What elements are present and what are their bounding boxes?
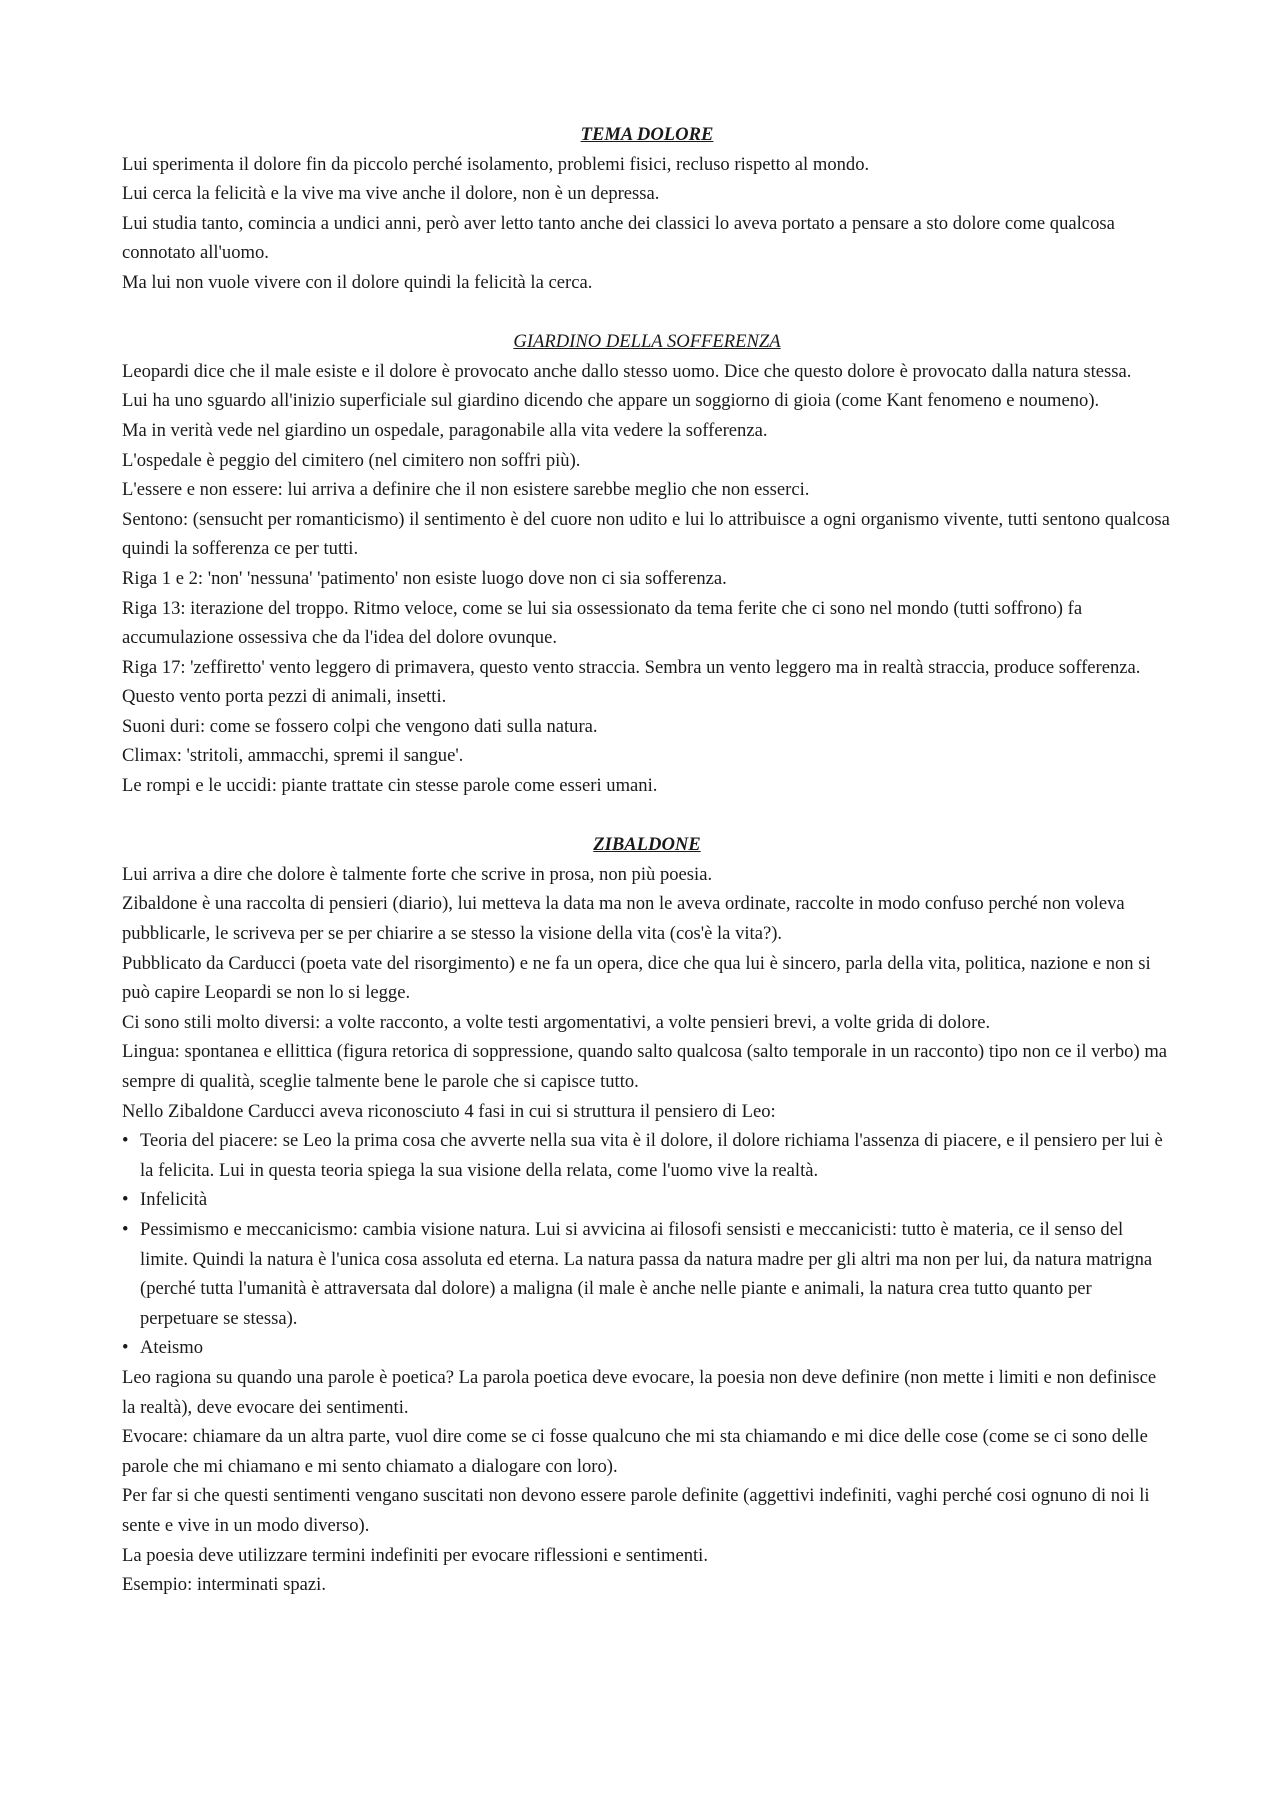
paragraph: La poesia deve utilizzare termini indefiniti per evocare riflessioni e sentimenti. bbox=[122, 1544, 708, 1566]
paragraph: Esempio: interminati spazi. bbox=[122, 1574, 326, 1596]
paragraph: Ci sono stili molto diversi: a volte racconto, a volte testi argomentativi, a volte pensieri brevi, a volte grida di dolore. bbox=[122, 1011, 991, 1033]
section-zibaldone bbox=[122, 830, 1172, 1599]
paragraph: Pubblicato da Carducci (poeta vate del risorgimento) e ne fa un opera, dice che qua lui è sincero, parla della vita, politica, nazione e non si può capire Leopardi se non lo si legge. bbox=[122, 952, 1151, 1004]
paragraph: Leopardi dice che il male esiste e il dolore è provocato anche dallo stesso uomo. Dice che questo dolore è provocato dalla natura stessa. bbox=[122, 360, 1132, 382]
paragraph: Lui sperimenta il dolore fin da piccolo perché isolamento, problemi fisici, recluso rispetto al mondo. bbox=[122, 153, 870, 175]
paragraph: Lingua: spontanea e ellittica (figura retorica di soppressione, quando salto qualcosa (salto temporale in un racconto) tipo non ce il verbo) ma sempre di qualità, sceglie talmente bene le parole che si capisce tutto. bbox=[122, 1041, 1168, 1092]
section-tema-dolore bbox=[122, 120, 1172, 298]
paragraph: Lui cerca la felicità e la vive ma vive anche il dolore, non è un depressa. bbox=[122, 183, 660, 205]
paragraph: Riga 13: iterazione del troppo. Ritmo veloce, come se lui sia ossessionato da tema ferite che ci sono nel mondo (tutti soffrono) fa accumulazione ossessiva che da l'idea del dolore ovunque. bbox=[122, 597, 1083, 649]
paragraph: Climax: 'stritoli, ammacchi, spremi il sangue'. bbox=[122, 745, 464, 767]
paragraph: Zibaldone è una raccolta di pensieri (diario), lui metteva la data ma non le aveva ordinate, raccolte in modo confuso perché non voleva pubblicarle, le scriveva per se per chiarire a se stesso la visione della vita (cos'è la vita?). bbox=[122, 893, 1125, 945]
paragraph: Suoni duri: come se fossero colpi che vengono dati sulla natura. bbox=[122, 715, 598, 737]
section-title: TEMA DOLORE bbox=[580, 124, 714, 145]
paragraph: Evocare: chiamare da un altra parte, vuol dire come se ci fosse qualcuno che mi sta chiamando e mi dice delle cose (come se ci sono delle parole che mi chiamano e mi sento chiamato a dialogare con loro). bbox=[122, 1426, 1148, 1477]
paragraph: L'ospedale è peggio del cimitero (nel cimitero non soffri più). bbox=[122, 449, 581, 471]
section-giardino-della-sofferenza bbox=[122, 327, 1172, 801]
list-item: • Pessimismo e meccanicismo: cambia visione natura. Lui si avvicina ai filosofi sensisti e meccanicisti: tutto è materia, ce il senso del limite. Quindi la natura è l'unica cosa assoluta ed eterna. La natura passa da natura madre per gli altri ma non per lui, da natura matrigna (perché tutta l'umanità è attraversata dal dolore) a maligna (il male è anche nelle piante e animali, la natura crea tutto quanto per perpetuare se stessa). bbox=[122, 1215, 1172, 1333]
paragraph: Riga 1 e 2: 'non' 'nessuna' 'patimento' non esiste luogo dove non ci sia sofferenza. bbox=[122, 567, 727, 589]
section-title: GIARDINO DELLA SOFFERENZA bbox=[513, 331, 781, 353]
paragraph: Sentono: (sensucht per romanticismo) il sentimento è del cuore non udito e lui lo attribuisce a ogni organismo vivente, tutti sentono qualcosa quindi la sofferenza ce per tutti. bbox=[122, 508, 1170, 560]
list-item: • Ateismo bbox=[122, 1333, 1172, 1363]
list-item: • Infelicità bbox=[122, 1185, 1172, 1215]
paragraph: Riga 17: 'zeffiretto' vento leggero di primavera, questo vento straccia. Sembra un vento leggero ma in realtà straccia, produce sofferenza. Questo vento porta pezzi di animali, insetti. bbox=[122, 656, 1141, 708]
bullet-list bbox=[122, 1126, 1172, 1363]
paragraph: Lui arriva a dire che dolore è talmente forte che scrive in prosa, non più poesia. bbox=[122, 863, 713, 885]
paragraph: Ma lui non vuole vivere con il dolore quindi la felicità la cerca. bbox=[122, 271, 593, 293]
paragraph: Lui ha uno sguardo all'inizio superficiale sul giardino dicendo che appare un soggiorno di gioia (come Kant fenomeno e noumeno). bbox=[122, 390, 1100, 412]
paragraph: Nello Zibaldone Carducci aveva riconosciuto 4 fasi in cui si struttura il pensiero di Leo: bbox=[122, 1100, 776, 1122]
section-title: ZIBALDONE bbox=[593, 834, 701, 856]
paragraph: Ma in verità vede nel giardino un ospedale, paragonabile alla vita vedere la sofferenza. bbox=[122, 419, 768, 441]
list-item: • Teoria del piacere: se Leo la prima cosa che avverte nella sua vita è il dolore, il dolore richiama l'assenza di piacere, e il pensiero per lui è la felicita. Lui in questa teoria spiega la sua visione della relata, come l'uomo vive la realtà. bbox=[122, 1126, 1172, 1185]
document-page bbox=[122, 120, 1172, 1600]
paragraph: Leo ragiona su quando una parole è poetica? La parola poetica deve evocare, la poesia non deve definire (non mette i limiti e non definisce la realtà), deve evocare dei sentimenti. bbox=[122, 1366, 1157, 1418]
paragraph: L'essere e non essere: lui arriva a definire che il non esistere sarebbe meglio che non esserci. bbox=[122, 479, 810, 501]
paragraph: Lui studia tanto, comincia a undici anni, però aver letto tanto anche dei classici lo aveva portato a pensare a sto dolore come qualcosa connotato all'uomo. bbox=[122, 212, 1115, 264]
paragraph: Le rompi e le uccidi: piante trattate cin stesse parole come esseri umani. bbox=[122, 775, 658, 797]
paragraph: Per far si che questi sentimenti vengano suscitati non devono essere parole definite (aggettivi indefiniti, vaghi perché cosi ognuno di noi li sente e vive in un modo diverso). bbox=[122, 1485, 1150, 1536]
